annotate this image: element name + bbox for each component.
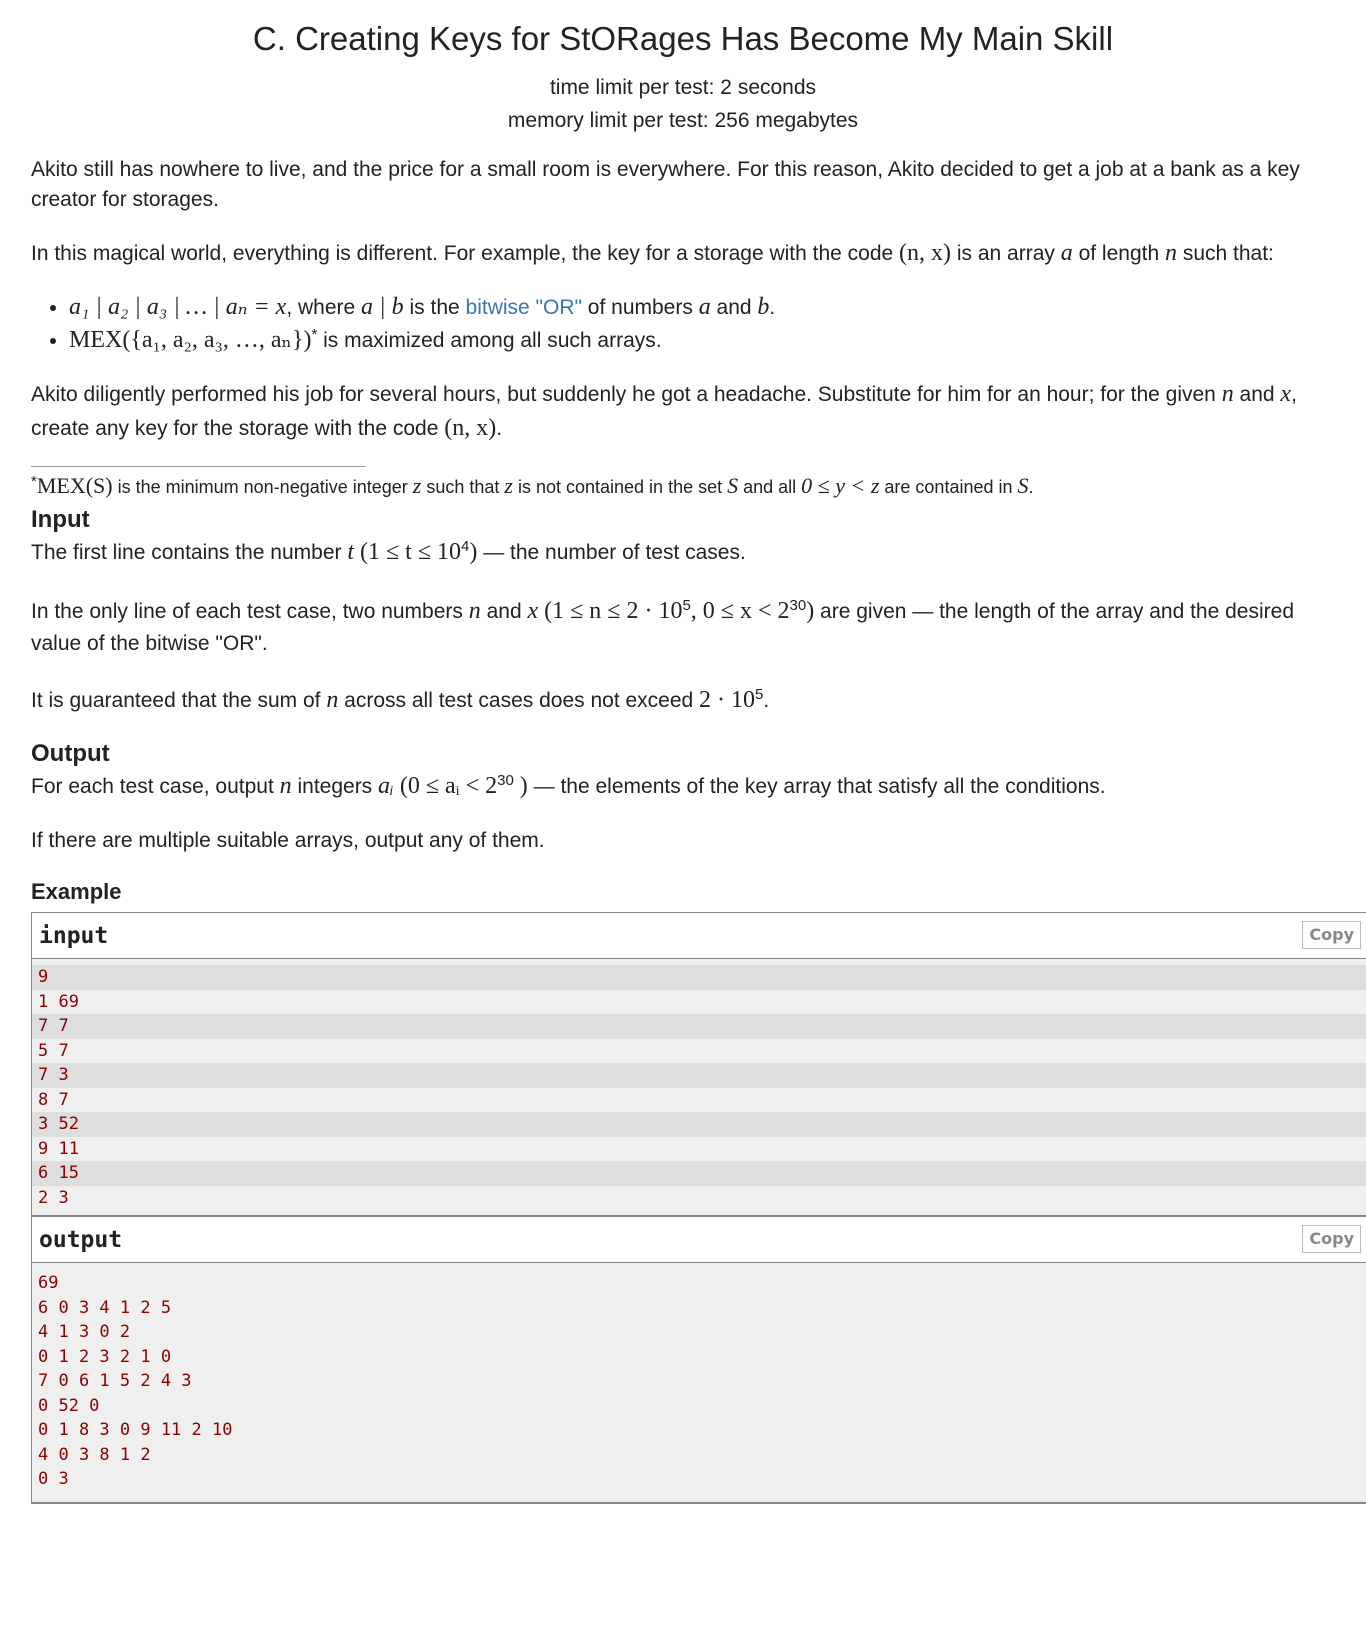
sample-input-header xyxy=(32,913,1366,959)
math-x: x xyxy=(527,598,539,625)
text: of length xyxy=(1072,241,1165,265)
math-n: n xyxy=(326,687,339,714)
bitwise-or-link[interactable]: bitwise "OR" xyxy=(465,295,582,319)
problem-header xyxy=(31,0,1366,137)
math-t: t xyxy=(347,539,354,566)
legend xyxy=(31,155,1366,502)
input-line: 8 7 xyxy=(32,1088,1366,1113)
text: , where xyxy=(286,295,362,319)
input-line: 3 52 xyxy=(32,1112,1366,1137)
math-exponent: 5 xyxy=(755,686,764,704)
input-line: 5 7 xyxy=(32,1039,1366,1064)
math-paren: ) xyxy=(806,598,815,625)
input-paragraph-1 xyxy=(31,535,1366,570)
output-section-title: Output xyxy=(31,740,110,768)
input-line: 9 xyxy=(32,965,1366,990)
text: across all test cases does not exceed xyxy=(338,689,700,713)
text: It is guaranteed that the sum of xyxy=(31,689,327,713)
sample-output-header xyxy=(32,1217,1366,1263)
text: are given — the length of the array and the desired value of the bitwise "OR". xyxy=(31,600,1295,655)
text: and xyxy=(710,295,758,319)
math-paren: ) xyxy=(513,773,528,800)
output-line: 7 0 6 1 5 2 4 3 xyxy=(38,1371,192,1392)
input-line: 9 11 xyxy=(32,1137,1366,1162)
footnote-divider xyxy=(31,466,366,467)
output-paragraph-2: If there are multiple suitable arrays, output any of them. xyxy=(31,829,545,853)
text: . xyxy=(769,295,776,319)
copy-output-button[interactable]: Copy xyxy=(1302,1225,1361,1253)
problem-limits xyxy=(31,71,1335,137)
math-ai-range: (0 ≤ aᵢ < 2 xyxy=(393,773,498,800)
text: are contained in xyxy=(879,477,1018,498)
output-line: 69 xyxy=(38,1273,59,1294)
legend-paragraph-1: Akito still has nowhere to live, and the price for a small room is everywhere. For this reason, Akito decided to get a job at a bank as a key creator for storages. xyxy=(31,157,1300,212)
math-mex-expression: MEX({a₁, a₂, a₃, …, aₙ}) xyxy=(69,326,312,353)
text: — the number of test cases. xyxy=(477,541,746,565)
text: . xyxy=(496,417,503,441)
sample-input-body[interactable] xyxy=(32,959,1366,1216)
text: is the minimum non-negative integer xyxy=(112,477,413,498)
math-exponent: 30 xyxy=(789,597,807,615)
text: — the elements of the key array that satisfy all the conditions. xyxy=(527,775,1106,799)
text: Akito diligently performed his job for several hours, but suddenly he got a headache. Substitute for him for an hour; for the given xyxy=(31,382,1222,406)
text: and xyxy=(480,600,528,624)
math-z: z xyxy=(504,473,513,499)
input-line: 1 69 xyxy=(32,990,1366,1015)
sample-output xyxy=(31,1217,1366,1504)
math-mex-s: MEX(S) xyxy=(36,473,113,499)
math-x-range: , 0 ≤ x < 2 xyxy=(690,598,790,625)
sample-tests xyxy=(31,876,1366,1503)
text: such that xyxy=(421,477,505,498)
legend-paragraph-2 xyxy=(31,236,1366,271)
input-paragraph-2 xyxy=(31,594,1366,659)
input-specification xyxy=(31,504,1366,718)
math-t-range: (1 ≤ t ≤ 10 xyxy=(354,539,462,566)
output-paragraph-1 xyxy=(31,769,1366,804)
sample-output-label: output xyxy=(39,1227,123,1254)
text: In this magical world, everything is different. For example, the key for a storage with the code xyxy=(31,241,900,265)
math-n: n xyxy=(1164,239,1177,266)
output-line: 0 1 2 3 2 1 0 xyxy=(38,1346,172,1367)
sample-input-label: input xyxy=(39,923,109,950)
text: In the only line of each test case, two numbers xyxy=(31,600,469,624)
text: and all xyxy=(738,477,802,498)
math-paren: ) xyxy=(469,539,478,566)
text: . xyxy=(763,689,770,713)
output-line: 0 52 0 xyxy=(38,1395,100,1416)
math-x: x xyxy=(1280,380,1292,407)
text: is maximized among all such arrays. xyxy=(317,328,662,352)
text: and xyxy=(1233,382,1281,406)
input-section-title: Input xyxy=(31,506,90,534)
input-line: 6 15 xyxy=(32,1161,1366,1186)
math-code: (n, x) xyxy=(444,415,497,442)
math-a-or-b: a | b xyxy=(361,293,404,320)
math-exponent: 5 xyxy=(682,597,691,615)
math-s: S xyxy=(1017,473,1029,499)
math-b: b xyxy=(757,293,770,320)
problem-title: C. Creating Keys for StORages Has Become My Main Skill xyxy=(252,20,1114,57)
time-limit: time limit per test: 2 seconds xyxy=(549,75,817,99)
input-paragraph-3 xyxy=(31,683,1366,718)
copy-input-button[interactable]: Copy xyxy=(1302,921,1361,949)
input-line: 7 3 xyxy=(32,1063,1366,1088)
text: The first line contains the number xyxy=(31,541,348,565)
condition-or xyxy=(69,291,1366,324)
text: such that: xyxy=(1176,241,1274,265)
condition-mex xyxy=(69,324,1366,357)
text: of numbers xyxy=(581,295,699,319)
memory-limit: memory limit per test: 256 megabytes xyxy=(507,108,859,132)
math-exponent: 30 xyxy=(497,772,514,790)
text: is not contained in the set xyxy=(512,477,728,498)
math-s: S xyxy=(727,473,739,499)
math-n: n xyxy=(279,773,292,800)
output-line: 4 0 3 8 1 2 xyxy=(38,1444,151,1465)
footnote-marker: * xyxy=(31,473,37,491)
math-exponent: 4 xyxy=(461,538,470,556)
math-n-range: (1 ≤ n ≤ 2 · 10 xyxy=(538,598,683,625)
output-line: 6 0 3 4 1 2 5 xyxy=(38,1297,172,1318)
sample-input xyxy=(31,912,1366,1217)
text: . xyxy=(1028,477,1034,498)
math-or-expression: a₁ | a₂ | a₃ | … | aₙ = x xyxy=(69,293,287,320)
legend-paragraph-3 xyxy=(31,377,1366,447)
input-line: 7 7 xyxy=(32,1014,1366,1039)
math-a: a xyxy=(1060,239,1073,266)
text: For each test case, output xyxy=(31,775,280,799)
math-range: 0 ≤ y < z xyxy=(801,473,880,499)
footnote-mex xyxy=(31,470,1366,502)
math-code: (n, x) xyxy=(899,239,952,266)
text: integers xyxy=(291,775,379,799)
output-specification xyxy=(31,738,1366,856)
math-n: n xyxy=(1221,380,1234,407)
output-line: 0 1 8 3 0 9 11 2 10 xyxy=(38,1420,233,1441)
conditions-list xyxy=(31,291,1366,357)
input-line: 2 3 xyxy=(32,1186,1366,1211)
output-line: 4 1 3 0 2 xyxy=(38,1322,131,1343)
text: , create any key for the storage with the code xyxy=(31,382,1297,441)
math-ai: aᵢ xyxy=(378,773,394,800)
text: is an array xyxy=(951,241,1061,265)
output-line: 0 3 xyxy=(38,1469,69,1490)
math-a: a xyxy=(698,293,711,320)
sample-output-body[interactable] xyxy=(32,1263,1366,1503)
math-sum-bound: 2 · 10 xyxy=(699,687,756,714)
math-n: n xyxy=(468,598,481,625)
example-title: Example xyxy=(31,879,122,905)
footnote-marker: * xyxy=(311,325,318,343)
math-z: z xyxy=(412,473,422,499)
text: is the xyxy=(403,295,466,319)
